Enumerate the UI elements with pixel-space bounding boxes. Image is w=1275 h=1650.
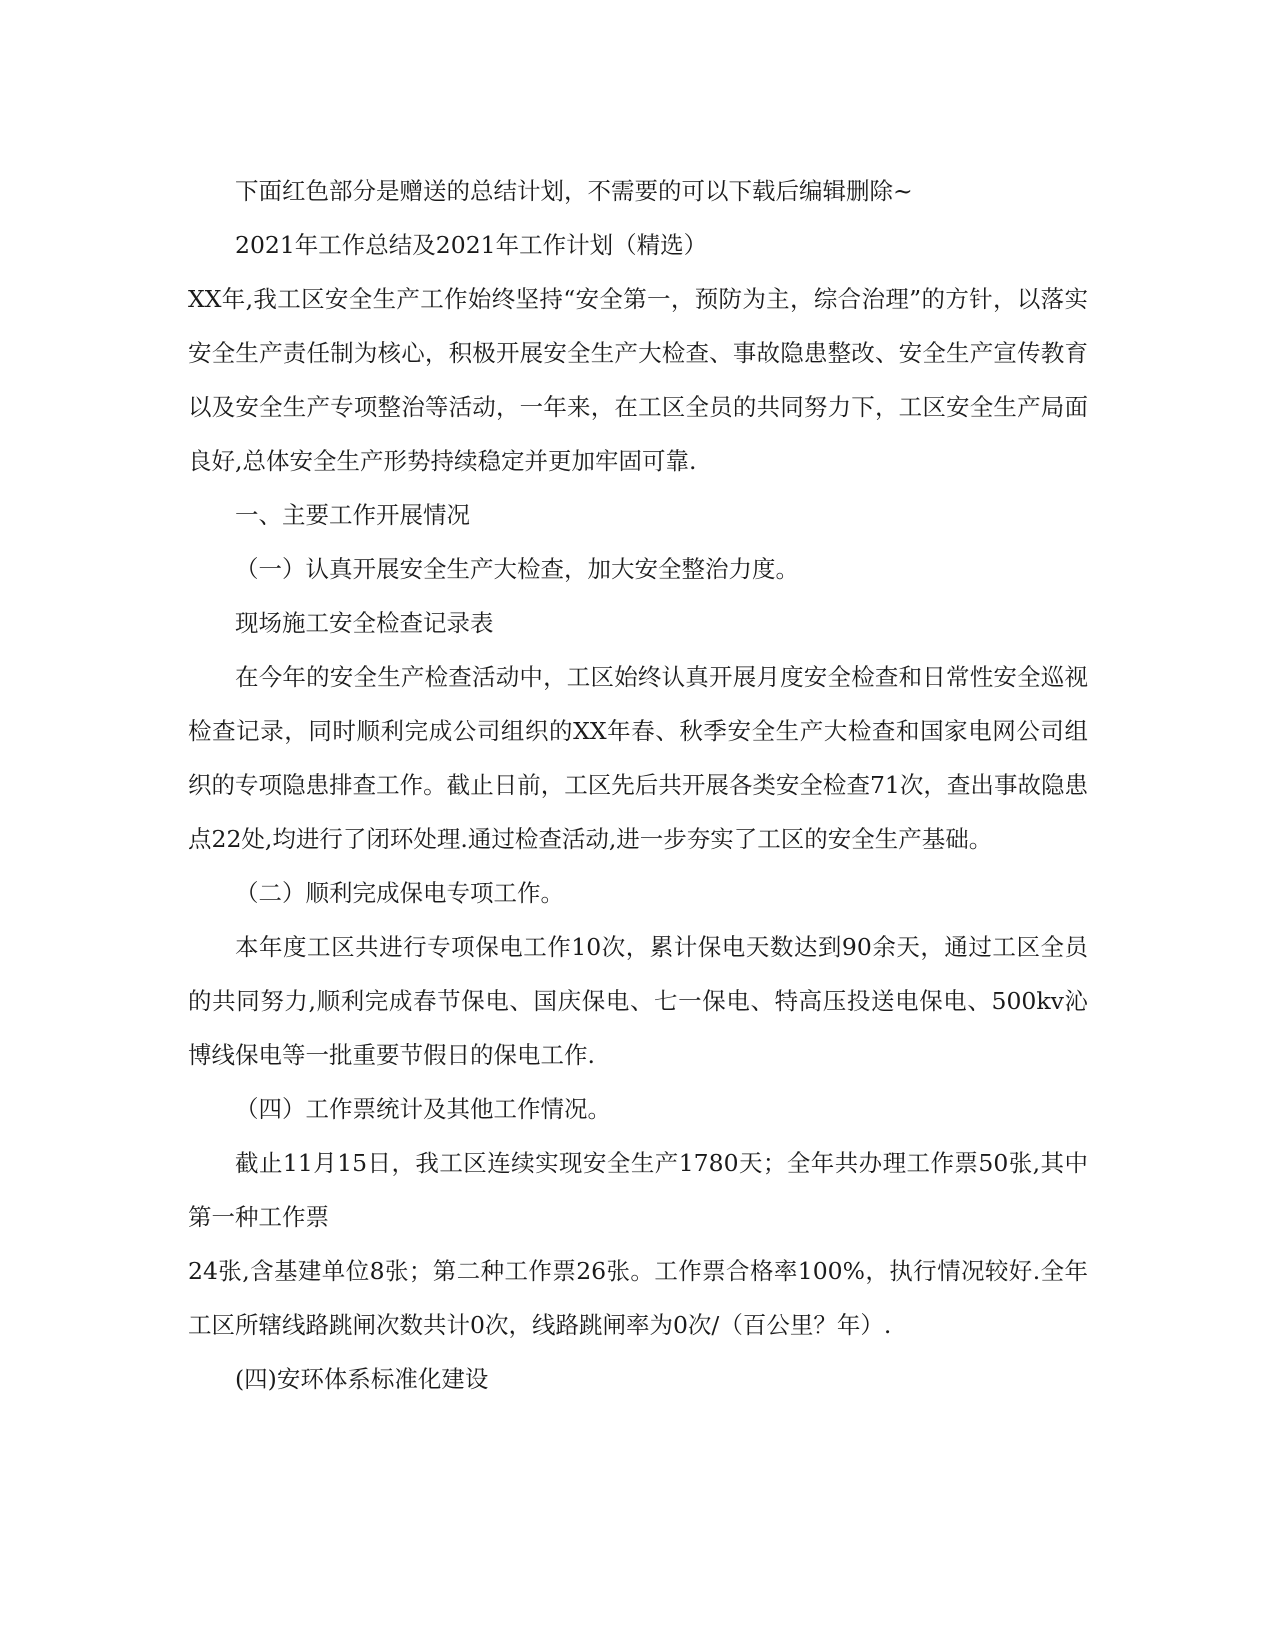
intro-paragraph: XX年,我工区安全生产工作始终坚持“安全第一，预防为主，综合治理”的方针，以落实安全生产责任制为核心，积极开展安全生产大检查、事故隐患整改、安全生产宣传教育以及安全生产专项整治等活动，一年来，在工区全员的共同努力下，工区安全生产局面良好,总体安全生产形势持续稳定并更加牢固可靠.	[188, 285, 1088, 475]
document-body	[188, 164, 1088, 1406]
section-heading-main: 一、主要工作开展情况	[235, 501, 470, 529]
notice-line: 下面红色部分是赠送的总结计划，不需要的可以下载后编辑删除~	[235, 177, 913, 205]
document-title: 2021年工作总结及2021年工作计划（精选）	[235, 231, 708, 259]
subsection-heading-4: （四）工作票统计及其他工作情况。	[235, 1095, 611, 1123]
subsection-heading-5: (四)安环体系标准化建设	[235, 1365, 489, 1393]
subsection-heading-2: （二）顺利完成保电专项工作。	[235, 879, 564, 907]
subsection-4-paragraph-a: 截止11月15日，我工区连续实现安全生产1780天；全年共办理工作票50张,其中第一种工作票	[188, 1149, 1088, 1231]
subsection-1-paragraph: 在今年的安全生产检查活动中，工区始终认真开展月度安全检查和日常性安全巡视检查记录，同时顺利完成公司组织的XX年春、秋季安全生产大检查和国家电网公司组织的专项隐患排查工作。截止日前，工区先后共开展各类安全检查71次，查出事故隐患点22处,均进行了闭环处理.通过检查活动,进一步夯实了工区的安全生产基础。	[188, 663, 1088, 853]
subsection-4-paragraph-b: 24张,含基建单位8张；第二种工作票26张。工作票合格率100%，执行情况较好.全年工区所辖线路跳闸次数共计0次，线路跳闸率为0次/（百公里？年）.	[188, 1257, 1088, 1339]
subsection-heading-1: （一）认真开展安全生产大检查，加大安全整治力度。	[235, 555, 799, 583]
record-table-title: 现场施工安全检查记录表	[235, 609, 494, 637]
subsection-2-paragraph: 本年度工区共进行专项保电工作10次，累计保电天数达到90余天，通过工区全员的共同努力,顺利完成春节保电、国庆保电、七一保电、特高压投送电保电、500kv沁博线保电等一批重要节假日的保电工作.	[188, 933, 1088, 1069]
